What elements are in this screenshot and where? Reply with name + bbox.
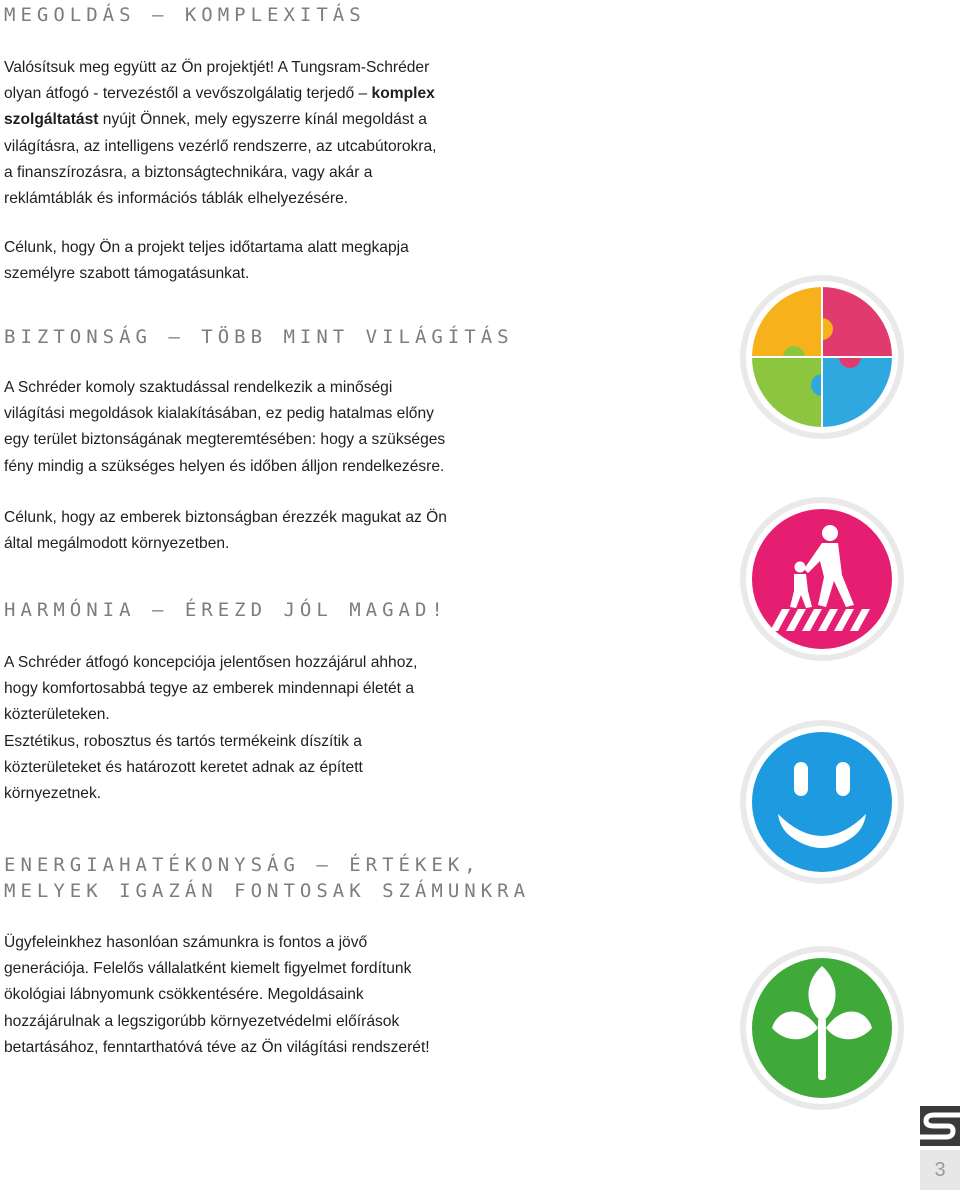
- section-heading-megoldas: MEGOLDÁS – KOMPLEXITÁS: [4, 4, 366, 26]
- schreder-logo: [920, 1106, 960, 1146]
- pedestrian-crossing-icon: [738, 495, 906, 663]
- paragraph-biztonsag-goal: Célunk, hogy az emberek biztonságban érezzék magukat az Ön által megálmodott környezetben.: [4, 509, 447, 553]
- paragraph-megoldas-goal: Célunk, hogy Ön a projekt teljes időtartama alatt megkapja személyre szabott támogatásunkat.: [4, 239, 409, 283]
- section-heading-energiahatekonysag: ENERGIAHATÉKONYSÁG – ÉRTÉKEK, MELYEK IGAZÁN FONTOSAK SZÁMUNKRA: [4, 854, 531, 902]
- paragraph-biztonsag-intro: A Schréder komoly szaktudással rendelkezik a minőségi világítási megoldások kialakításában, ez pedig hatalmas előny egy terület biztonságának megteremtésében: hogy a szükséges fény mindig a szükséges helyen és időben álljon rendelkezésre.: [4, 379, 446, 475]
- smiley-icon: [738, 718, 906, 886]
- paragraph-harmonia: A Schréder átfogó koncepciója jelentősen hozzájárul ahhoz, hogy komfortosabbá tegye az emberek mindennapi életét a közterületeken. Esztétikus, robosztus és tartós termékeink díszítik a közterületeket és határozott keretet adnak az épített környezetnek.: [4, 654, 418, 803]
- puzzle-icon: [738, 273, 906, 441]
- page-number: 3: [920, 1150, 960, 1190]
- paragraph-megoldas-intro: Valósítsuk meg együtt az Ön projektjét! A Tungsram-Schréder olyan átfogó - tervezéstől a vevőszolgálatig terjedő – komplex szolgáltatást nyújt Önnek, mely egyszerre kínál megoldást a világításra, az intelligens vezérlő rendszerre, az utcabútorokra, a finanszírozásra, a biztonságtechnikára, vagy akár a reklámtáblák és információs táblák elhelyezésére.: [4, 59, 437, 208]
- plant-icon: [738, 944, 906, 1112]
- section-heading-harmonia: HARMÓNIA – ÉREZD JÓL MAGAD!: [4, 599, 448, 621]
- section-heading-biztonsag: BIZTONSÁG – TÖBB MINT VILÁGÍTÁS: [4, 326, 514, 348]
- paragraph-energiahatekonysag: Ügyfeleinkhez hasonlóan számunkra is fontos a jövő generációja. Felelős vállalatként kiemelt figyelmet fordítunk ökológiai lábnyomunk csökkentésére. Megoldásaink hozzájárulnak a legszigorúbb környezetvédelmi előírások betartásához, fenntarthatóvá téve az Ön világítási rendszerét!: [4, 934, 430, 1056]
